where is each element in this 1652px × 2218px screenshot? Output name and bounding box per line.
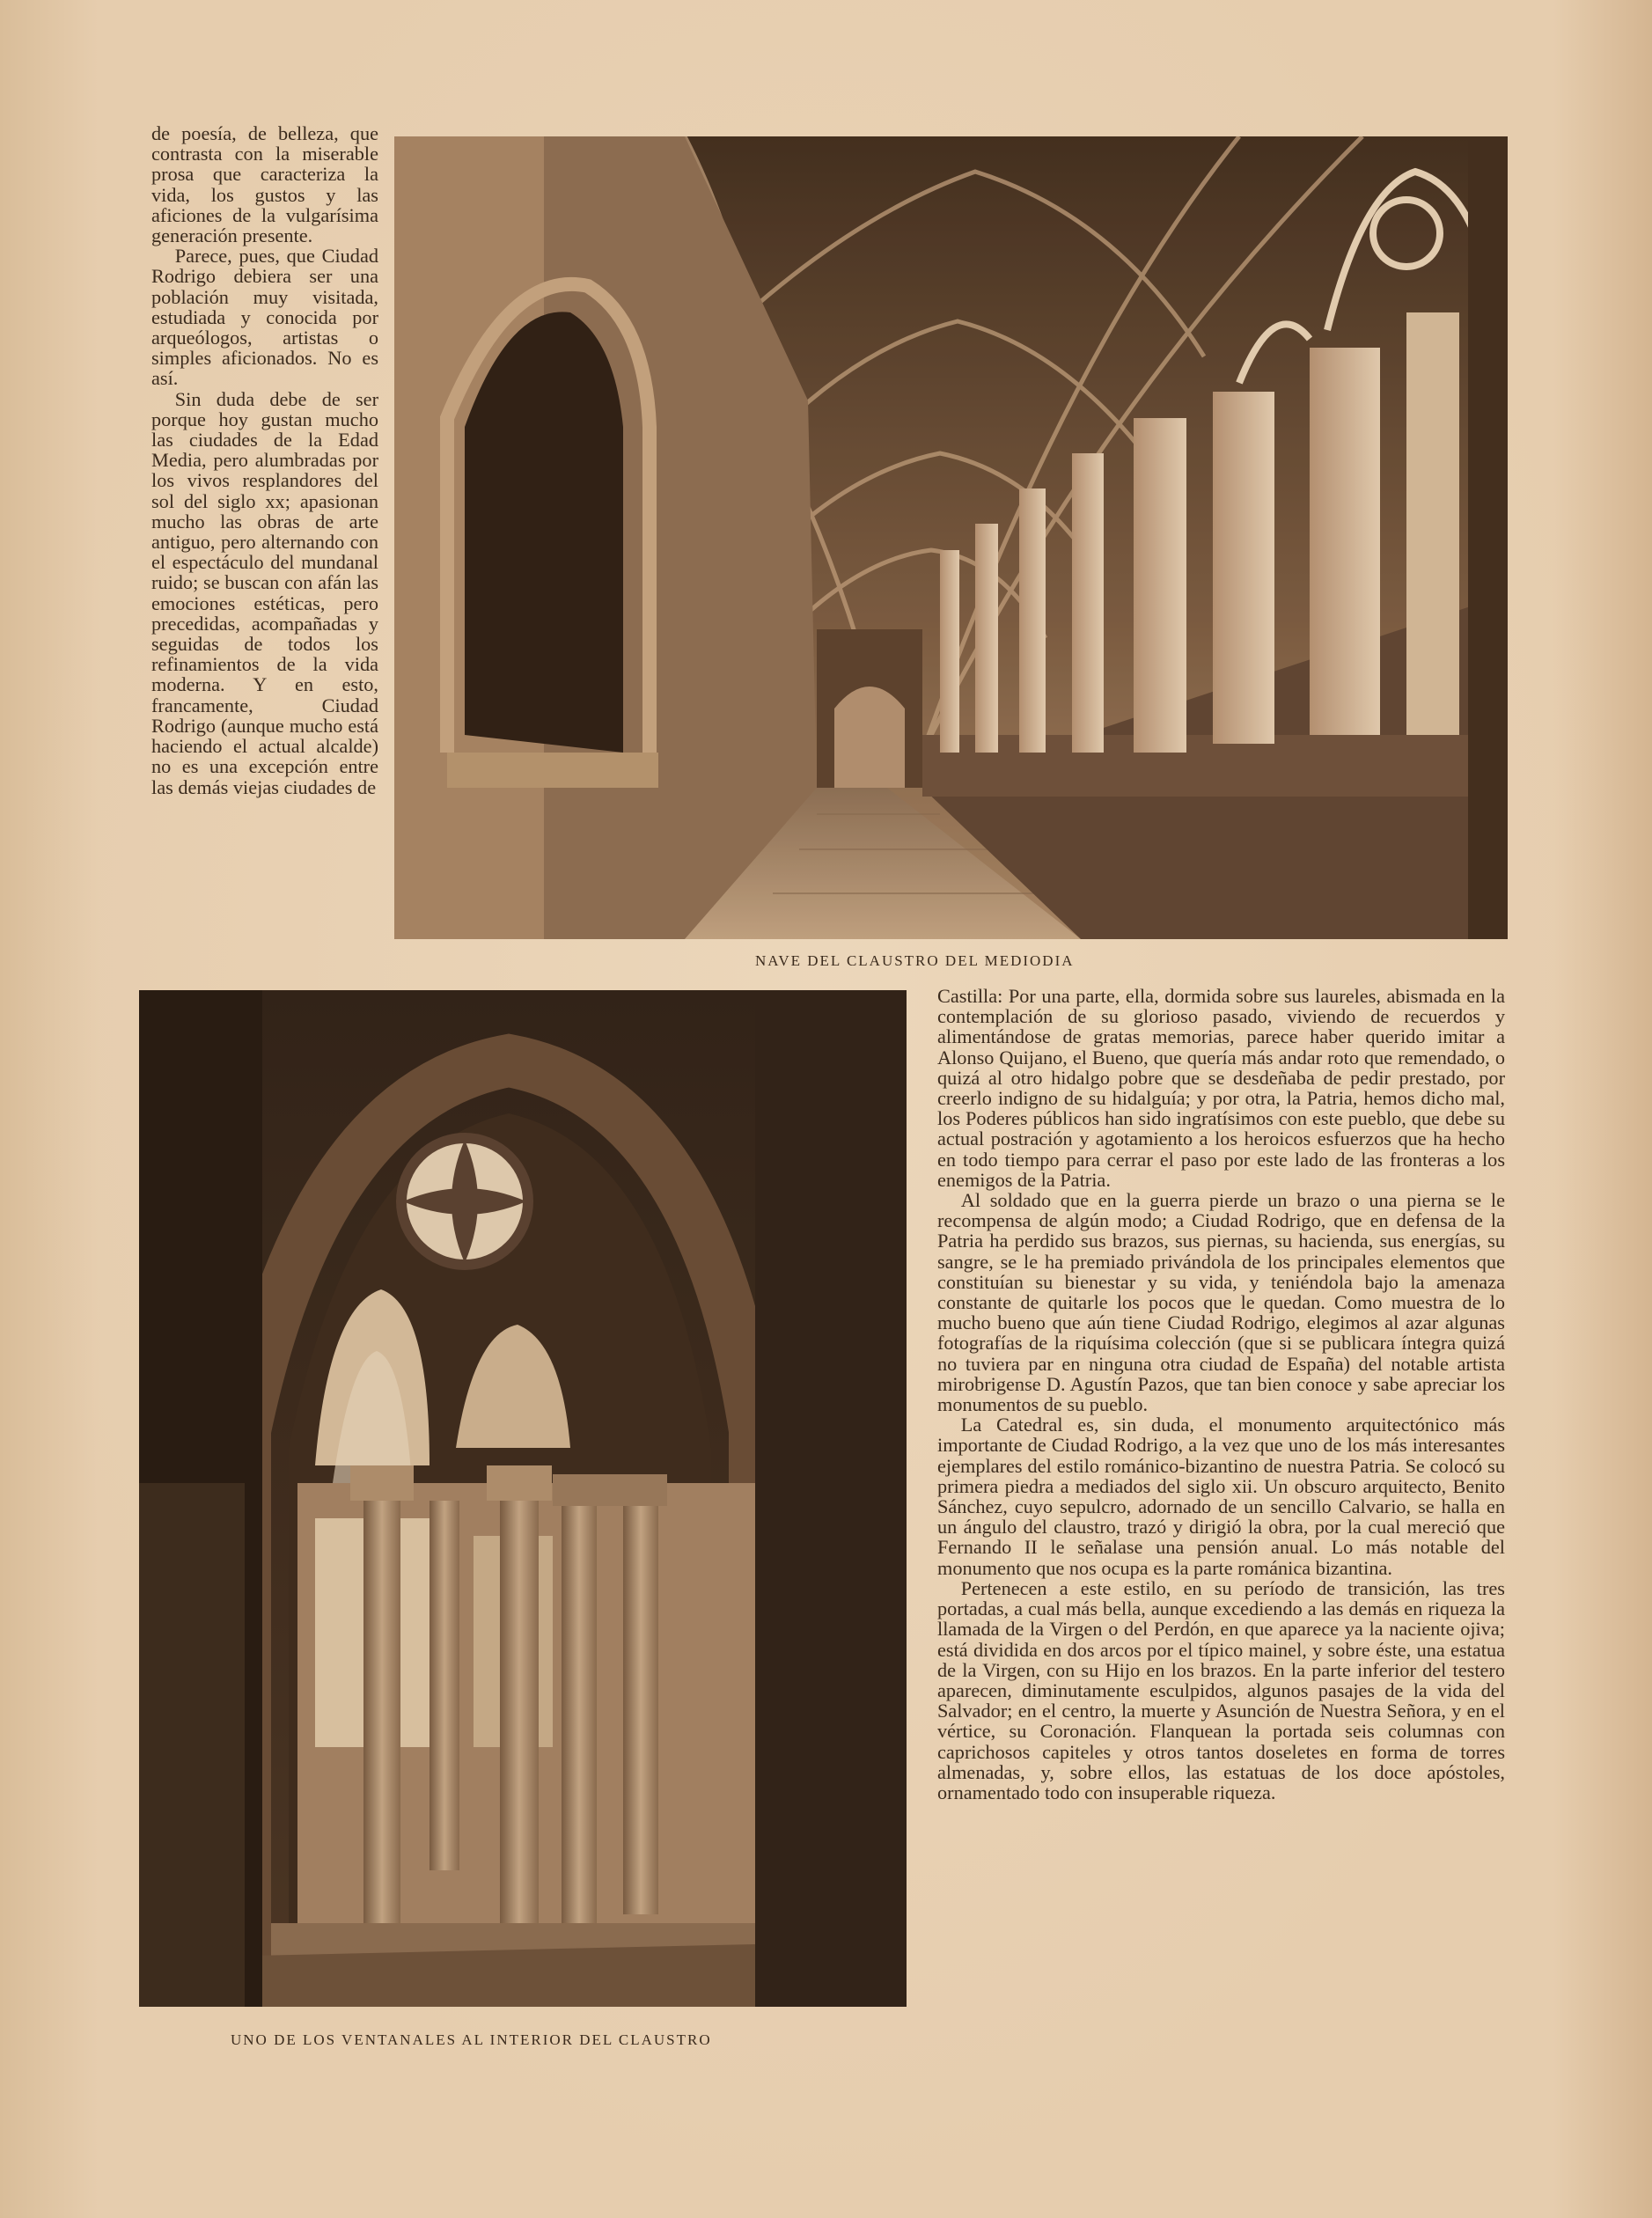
paragraph: La Catedral es, sin duda, el monumento arquitectónico más importante de Ciudad Rodrigo, a la vez que uno de los más interesantes ejemplares del estilo románico-bizantino de nuestra Patria. Se colocó su primera piedra a mediados del siglo xii. Un obscuro arquitecto, Benito Sánchez, cuyo sepulcro, adornado de un sencillo Calvario, se halla en un ángulo del claustro, trazó y dirigió la obra, por la cual mereció que Fernando II le señalase una pensión anual. Lo más notable del monumento que nos ocupa es la parte románica bizantina.	[937, 1414, 1505, 1579]
right-text-column	[937, 986, 1505, 2051]
cloister-nave-illustration	[394, 136, 1508, 939]
paragraph: Parece, pues, que Ciudad Rodrigo debiera ser una población muy visitada, estudiada y conocida por arqueólogos, artistas o simples aficionados. No es así.	[151, 245, 378, 390]
caption-bottom-photo: UNO DE LOS VENTANALES AL INTERIOR DEL CLAUSTRO	[231, 2031, 712, 2048]
caption-top-photo: NAVE DEL CLAUSTRO DEL MEDIODIA	[755, 952, 1075, 969]
paragraph: Castilla: Por una parte, ella, dormida sobre sus laureles, abismada en la contemplación de su glorioso pasado, viviendo de recuerdos y alimentándose de gratas memorias, parece haber querido imitar a Alonso Quijano, el Bueno, que quería más andar roto que remendado, o quizá al otro hidalgo pobre que se desdeñaba de pedir prestado, por creerlo indigno de su hidalguía; y por otra, la Patria, hemos dicho mal, los Poderes públicos han sido ingratísimos con este pueblo, que debe su actual postración y agotamiento a los heroicos esfuerzos que ha hecho en todo tiempo para cerrar el paso por este lado de las fronteras a los enemigos de la Patria.	[937, 986, 1505, 1191]
left-text-column	[151, 123, 378, 968]
paragraph: Al soldado que en la guerra pierde un brazo o una pierna se le recompensa de algún modo; a Ciudad Rodrigo, que en defensa de la Patria ha perdido sus brazos, sus piernas, su hacienda, sus energías, su sangre, se le ha premiado privándola de los principales elementos que constituían su bienestar y su vida, y teniéndola bajo la amenaza constante de quitarle los pocos que le quedan. Como muestra de lo mucho bueno que aún tiene Ciudad Rodrigo, elegimos al azar algunas fotografías de la riquísima colección (que si se publicara íntegra quizá no tuviera par en ninguna otra ciudad de España) del notable artista mirobrigense D. Agustín Pazos, que tan bien conoce y sabe apreciar los monumentos de su pueblo.	[937, 1189, 1505, 1416]
photo-cloister-nave	[394, 136, 1508, 939]
cloister-window-illustration	[139, 990, 907, 2007]
paragraph: Sin duda debe de ser porque hoy gustan mucho las ciudades de la Edad Media, pero alumbradas por los vivos resplandores del sol del siglo xx; apasionan mucho las obras de arte antiguo, pero alternando con el espectáculo del mundanal ruido; se buscan con afán las emociones estéticas, pero precedidas, acompañadas y seguidas de todos los refinamientos de la vida moderna. Y en esto, francamente, Ciudad Rodrigo (aunque mucho está haciendo el actual alcalde) no es una excepción entre las demás viejas ciudades de	[151, 387, 378, 798]
photo-cloister-window	[139, 990, 907, 2007]
paragraph: de poesía, de belleza, que contrasta con la miserable prosa que caracteriza la vida, los gustos y las aficiones de la vulgarísima generación presente.	[151, 123, 378, 247]
paragraph: Pertenecen a este estilo, en su período de transición, las tres portadas, a cual más bella, aunque excediendo a las demás en riqueza la llamada de la Virgen o del Perdón, en que aparece ya la naciente ojiva; está dividida en dos arcos por el típico mainel, y sobre éste, una estatua de la Virgen, con su Hijo en los brazos. En la parte inferior del testero aparecen, diminutamente esculpidos, algunos pasajes de la vida del Salvador; en el centro, la muerte y Asunción de Nuestra Señora, y en el vértice, su Coronación. Flanquean la portada seis columnas con caprichosos capiteles y otros tantos doseletes en forma de torres almenadas, y, sobre ellos, las estatuas de los doce apóstoles, ornamentado todo con insuperable riqueza.	[937, 1576, 1505, 1803]
